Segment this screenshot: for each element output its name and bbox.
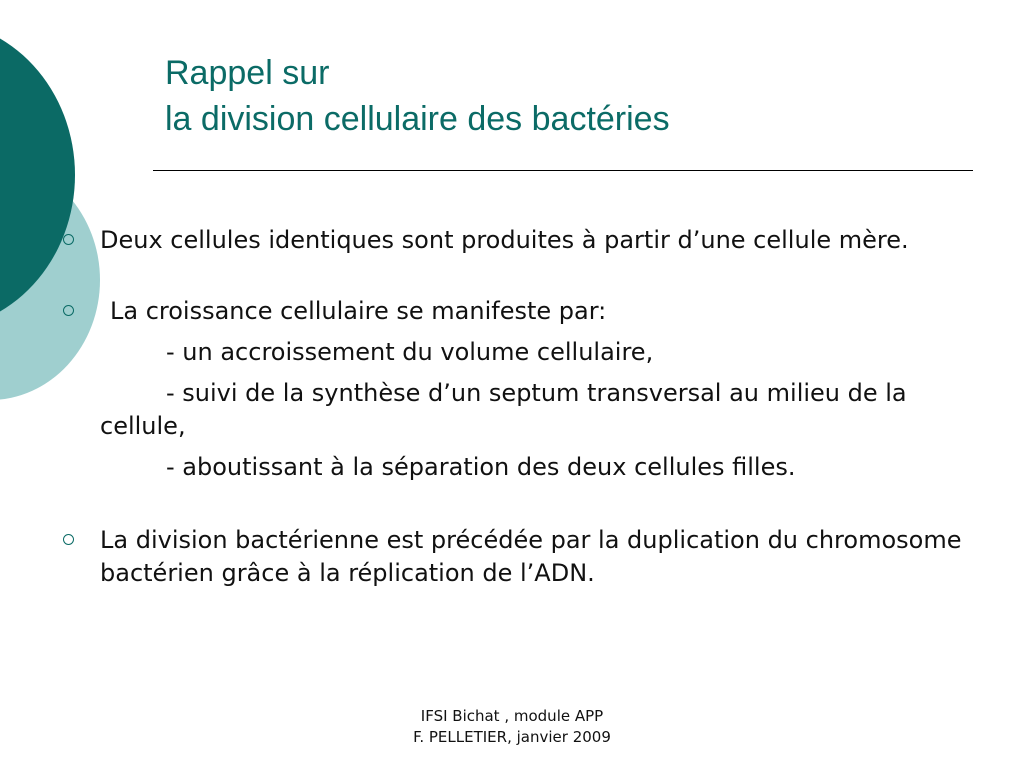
bullet-text: Deux cellules identiques sont produites à partir d’une cellule mère.	[100, 226, 909, 254]
sub-item	[100, 377, 970, 443]
bullet-circle-icon	[63, 305, 74, 316]
slide-title	[165, 50, 985, 142]
bullet-item	[60, 224, 970, 257]
bullet-item	[60, 295, 970, 484]
bullet-text: La croissance cellulaire se manifeste par:	[110, 297, 607, 325]
footer-line-1: IFSI Bichat , module APP	[420, 707, 604, 725]
sub-item-text: - un accroissement du volume cellulaire,	[166, 338, 654, 366]
bullet-item	[60, 524, 970, 590]
title-line-1: Rappel sur	[165, 54, 330, 92]
bullet-circle-icon	[63, 234, 74, 245]
sub-item	[100, 336, 970, 369]
sub-item-text: - suivi de la synthèse d’un septum transversal au milieu de la cellule,	[100, 379, 907, 440]
bullet-text: La division bactérienne est précédée par la duplication du chromosome bactérien grâce à la réplication de l’ADN.	[100, 526, 962, 587]
title-divider	[153, 170, 973, 171]
slide-footer	[312, 706, 712, 748]
sub-item-text: - aboutissant à la séparation des deux cellules filles.	[166, 453, 796, 481]
bullet-circle-icon	[63, 534, 74, 545]
footer-line-2: F. PELLETIER, janvier 2009	[413, 728, 611, 746]
slide-body	[60, 224, 970, 590]
title-line-2: la division cellulaire des bactéries	[165, 100, 670, 138]
sub-item	[100, 451, 970, 484]
